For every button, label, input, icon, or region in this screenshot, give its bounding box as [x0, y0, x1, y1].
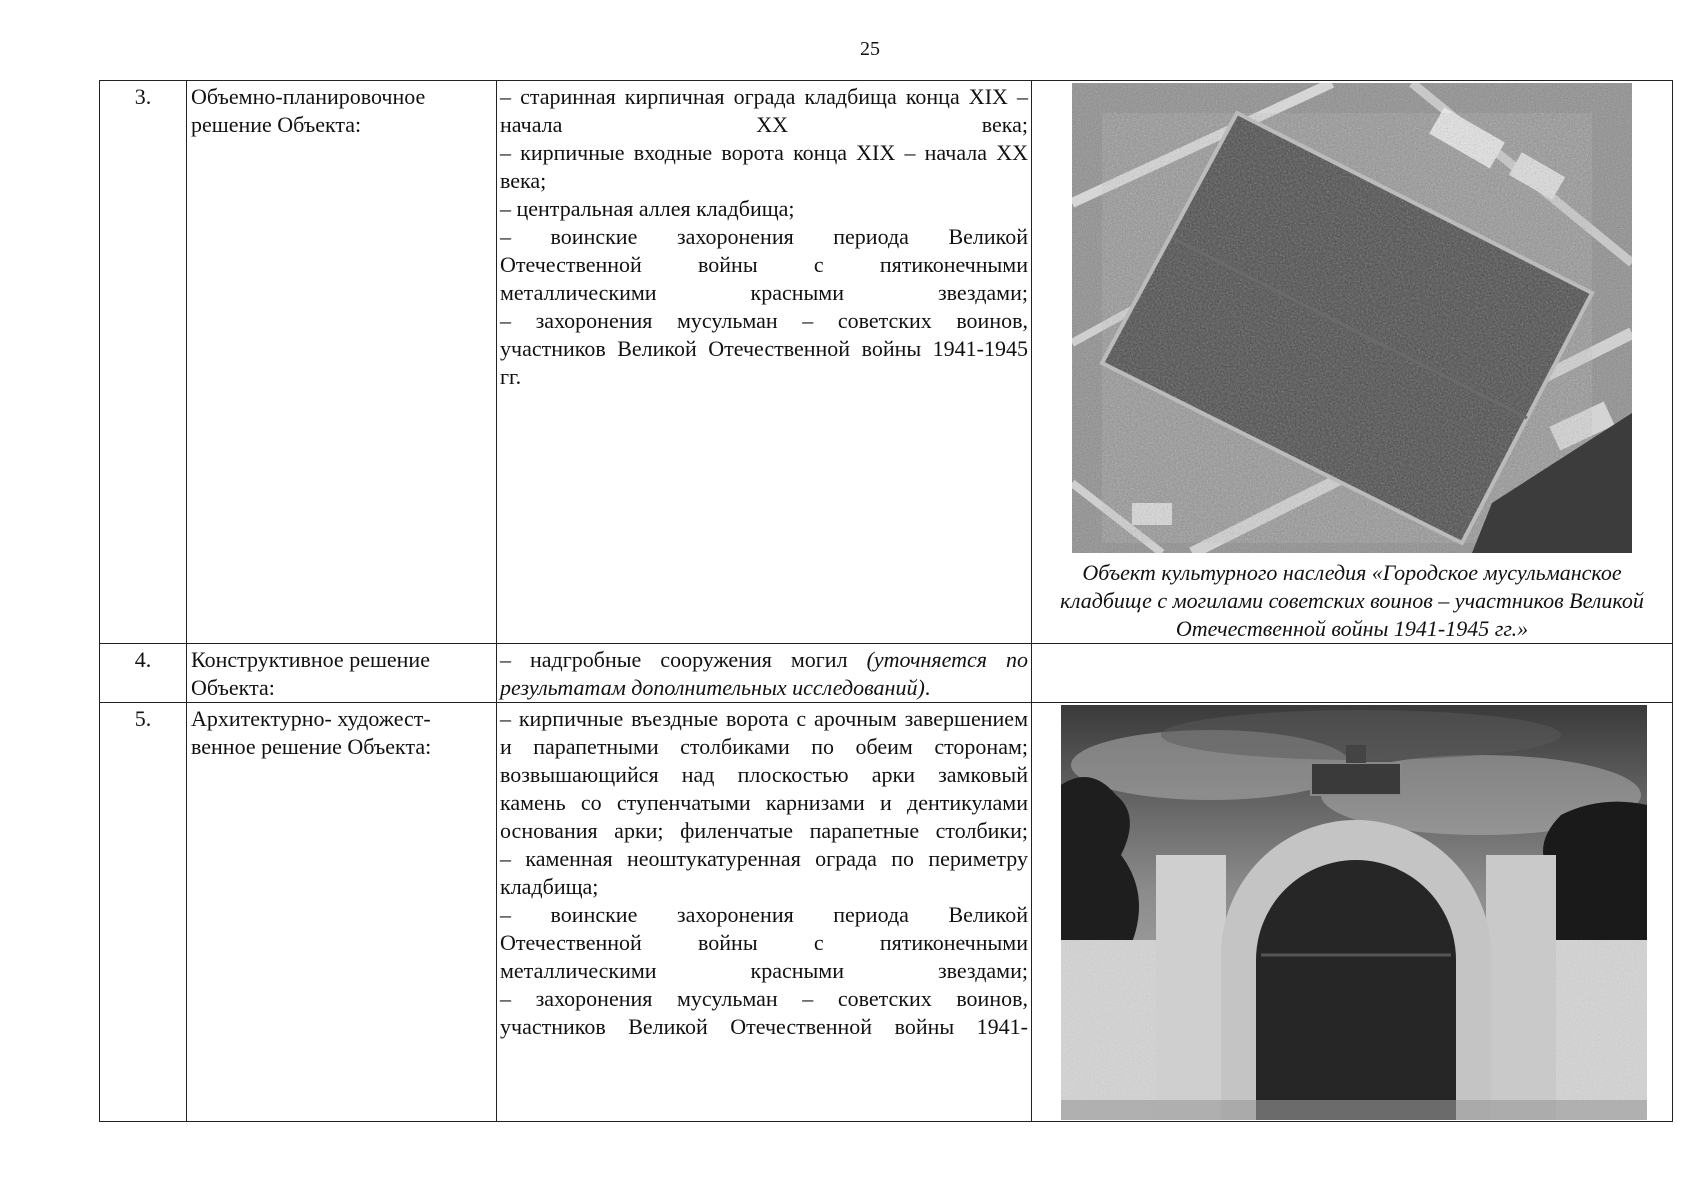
description-note: (уточняется по результатам дополнительных исследований)	[500, 647, 1028, 700]
image-caption: Объект культурного наследия «Городское мусульманское кладбище с могилами советских воинов – участников Великой Отечественной войны 1941-1945 гг.»	[1060, 560, 1644, 641]
image-cell	[1032, 703, 1673, 1122]
aerial-photo	[1072, 83, 1632, 553]
table-row-5	[100, 703, 1673, 1122]
description-item: – каменная неоштукатуренная ограда по периметру кладбища;	[500, 846, 1028, 899]
empty-cell	[1032, 644, 1673, 703]
row-description	[497, 81, 1032, 644]
table-row-3	[100, 81, 1673, 644]
description-item: – воинские захоронения периода Великой Отечественной войны с пятиконечными металлическими красными звездами;	[500, 224, 1028, 305]
row-description	[497, 644, 1032, 703]
row-description	[497, 703, 1032, 1122]
description-item: – центральная аллея кладбища;	[500, 196, 795, 221]
row-title: Архитектурно- художест-венное решение Объекта:	[187, 703, 497, 1122]
document-table	[99, 80, 1673, 1122]
description-item: – старинная кирпичная ограда кладбища конца XIX – начала XX века;	[500, 84, 1028, 137]
table-row-4	[100, 644, 1673, 703]
description-text: – надгробные сооружения могил	[500, 647, 867, 672]
description-item	[500, 646, 1028, 702]
page-number: 25	[860, 38, 880, 60]
image-cell	[1032, 81, 1673, 644]
row-number: 5.	[100, 703, 187, 1122]
row-number: 4.	[100, 644, 187, 703]
row-number: 3.	[100, 81, 187, 644]
gate-photo	[1061, 705, 1647, 1120]
description-end: .	[924, 675, 931, 700]
description-item: – кирпичные въездные ворота с арочным завершением и парапетными столбиками по обеим сторонам; возвышающийся над плоскостью арки замковый камень со ступенчатыми карнизами и дентикулами основания арки; филенчатые парапетные столбики;	[500, 706, 1028, 843]
description-item: – кирпичные входные ворота конца XIX – начала XX века;	[500, 140, 1028, 193]
description-item: – воинские захоронения периода Великой Отечественной войны с пятиконечными металлическими красными звездами;	[500, 902, 1028, 983]
row-title: Объемно-планировочное решение Объекта:	[187, 81, 497, 644]
description-item: – захоронения мусульман – советских воинов, участников Великой Отечественной войны 1941-1945 гг.	[500, 308, 1028, 389]
row-title: Конструктивное решение Объекта:	[187, 644, 497, 703]
description-item: – захоронения мусульман – советских воинов, участников Великой Отечественной войны 1941-	[500, 986, 1028, 1039]
